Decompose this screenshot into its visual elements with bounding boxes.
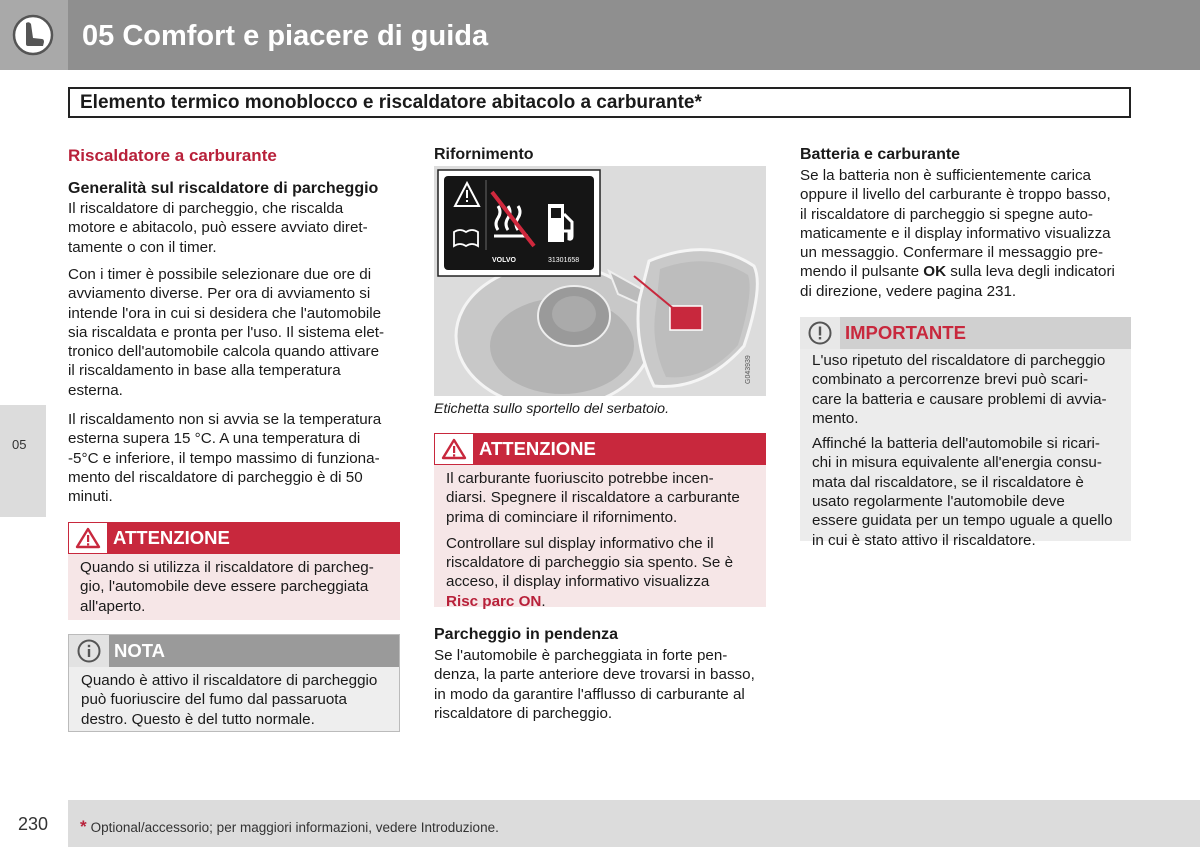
footnote-text: Optional/accessorio; per maggiori informazioni, vedere Introduzione. [90,820,499,835]
note-label: NOTA [114,640,166,661]
col2-warning-callout [434,433,766,610]
note-body: Quando è attivo il riscaldatore di parcheggio può fuoriuscire del fumo dal passaruota destro. Questo è del tutto normale. [69,667,399,731]
chapter-side-number: 05 [12,437,27,452]
page-number: 230 [18,814,49,834]
exclamation-icon [800,317,840,349]
col1-paragraph-1: Il riscaldatore di parcheggio, che riscalda motore e abitacolo, può essere avviato diret- tamente o con il timer. [68,200,368,256]
col1-subheading: Generalità sul riscaldatore di parcheggio [68,180,379,197]
info-icon [69,635,109,667]
warning-label: ATTENZIONE [113,527,230,548]
col1-paragraph-2: Con i timer è possibile selezionare due ore di avviamento diverse. Per ora di avviamento si intende l'ora in cui si desidera che l'automobile sia riscaldata e pronta per l'uso. Il sistema elet- tronico dell'automobile calcola quando attivare il riscaldamento in base alla temperatura esterna. [68,266,385,399]
important-body: L'uso ripetuto del riscaldatore di parcheggio combinato a percorrenze brevi può scari- care la batteria e causare problemi di avvia- mento. Affinché la batteria dell'automobile si ricari- chi in misura equivalente all'energia consu- mata dal riscaldatore, se il riscaldatore è usato regolarmente l'automobile deve essere guidata per un tempo uguale a quello in cui è stato attivo il riscaldatore. [800,349,1131,541]
chapter-title: 05 Comfort e piacere di guida [82,20,489,52]
fuel-door-figure [434,166,766,396]
col2-slope-heading: Parcheggio in pendenza [434,626,619,643]
label-code: 31301658 [548,257,580,264]
label-brand: VOLVO [492,257,516,264]
fuel-door-illustration [434,166,766,396]
col3-important-callout [800,317,1131,549]
warning-header [68,522,400,554]
col1-warning-callout [68,522,400,620]
display-message-highlight: Risc parc ON [446,592,542,610]
section-title: Elemento termico monoblocco e riscaldatore abitacolo a carburante* [80,92,702,113]
col3-paragraph-1: Se la batteria non è sufficientemente carica oppure il livello del carburante è troppo basso, il riscaldatore di parcheggio si spegne auto- maticamente e il display informativo visualizza un messaggio. Confermare il messaggio pre- mendo il pulsante OK sulla leva degli indicatori di direzione, vedere pagina 231. [800,167,1115,300]
warning-triangle-icon [434,433,474,465]
warning-header [434,433,766,465]
footnote-asterisk: * [80,817,87,836]
figure-reference: G043939 [745,355,752,384]
col2-slope-paragraph: Se l'automobile è parcheggiata in forte pen- denza, la parte anteriore deve trovarsi in basso, in modo da garantire l'afflusso di carburante al riscaldatore di parcheggio. [434,647,755,722]
col2-heading: Rifornimento [434,146,534,163]
col1-note-callout [68,634,400,732]
important-header [800,317,1131,349]
col1-heading: Riscaldatore a carburante [68,146,277,165]
important-label: IMPORTANTE [845,322,966,343]
figure-caption: Etichetta sullo sportello del serbatoio. [434,401,670,417]
seat-icon [12,14,54,56]
warning-label: ATTENZIONE [479,438,596,459]
footnote [80,817,499,837]
warning-triangle-icon [68,522,108,554]
chapter-side-tab [0,405,46,517]
warning-body: Il carburante fuoriuscito potrebbe incen- diarsi. Spegnere il riscaldatore a carburante prima di cominciare il rifornimento. Controllare sul display informativo che il riscaldatore di parcheggio sia spento. Se è acceso, il display informativo visualizza Risc parc ON. [434,465,766,607]
note-header [69,635,399,667]
col1-paragraph-3: Il riscaldamento non si avvia se la temperatura esterna supera 15 °C. A una temperatura di -5°C e inferiore, il tempo massimo di funziona- mento del riscaldatore di parcheggio è di 50 minuti. [68,411,382,506]
ok-button-reference: OK [923,263,947,281]
warning-body: Quando si utilizza il riscaldatore di parcheg- gio, l'automobile deve essere parcheggiata all'aperto. [68,554,400,620]
col3-heading: Batteria e carburante [800,146,961,163]
